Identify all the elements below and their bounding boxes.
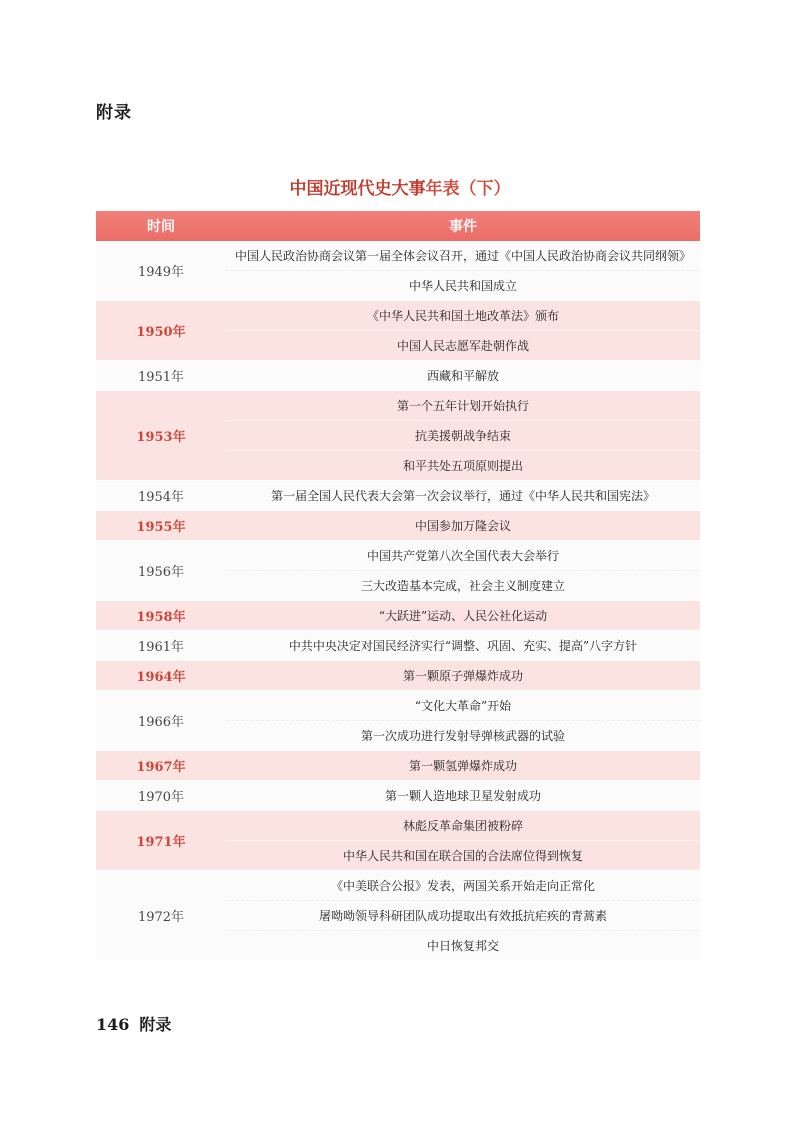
table-row — [96, 511, 700, 541]
row-events — [226, 781, 700, 810]
table-row — [96, 691, 700, 751]
event-item: 第一颗氢弹爆炸成功 — [408, 758, 517, 773]
event-item: 中国参加万隆会议 — [414, 518, 511, 533]
table-row — [96, 871, 700, 961]
table-row — [96, 361, 700, 391]
row-year: 1967年 — [136, 760, 186, 775]
event-item: 中华人民共和国在联合国的合法席位得到恢复 — [226, 840, 700, 870]
table-title — [0, 174, 800, 199]
row-year: 1961年 — [137, 640, 185, 655]
row-year: 1954年 — [137, 490, 185, 505]
event-item: 《中华人民共和国土地改革法》颁布 — [366, 308, 559, 323]
row-events — [226, 391, 700, 480]
event-item: 中国共产党第八次全国代表大会举行 — [366, 548, 559, 563]
event-item: 中国人民志愿军赴朝作战 — [226, 330, 700, 360]
event-item: 和平共处五项原则提出 — [226, 450, 700, 480]
row-year: 1958年 — [136, 610, 186, 625]
table-row — [96, 241, 700, 301]
row-events — [226, 511, 700, 540]
event-item: 第一次成功进行发射导弹核武器的试验 — [226, 720, 700, 750]
row-events — [226, 631, 700, 660]
table-row — [96, 811, 700, 871]
row-year: 1953年 — [136, 430, 186, 445]
page-number: 146 — [96, 1015, 130, 1034]
table-row — [96, 301, 700, 361]
table-title-main: 中国近现代史大事 — [289, 179, 426, 199]
row-events — [226, 301, 700, 360]
row-year: 1955年 — [136, 520, 186, 535]
table-body — [96, 241, 700, 961]
column-header-event: 事件 — [449, 219, 477, 235]
table-title-accent: 年表（下） — [425, 179, 511, 199]
row-year: 1970年 — [137, 790, 185, 805]
event-item: 三大改造基本完成，社会主义制度建立 — [226, 570, 700, 600]
event-item: 中华人民共和国成立 — [226, 270, 700, 300]
event-item: “大跃进”运动、人民公社化运动 — [378, 608, 548, 623]
event-item: 第一个五年计划开始执行 — [396, 398, 529, 413]
table-row — [96, 541, 700, 601]
table-row — [96, 661, 700, 691]
event-item: 《中美联合公报》发表，两国关系开始走向正常化 — [330, 878, 595, 893]
row-events — [226, 361, 700, 390]
row-events — [226, 541, 700, 600]
footer-label: 附录 — [139, 1015, 172, 1034]
table-row — [96, 601, 700, 631]
row-events — [226, 601, 700, 630]
event-item: 第一颗人造地球卫星发射成功 — [384, 788, 541, 803]
table-row — [96, 751, 700, 781]
row-year: 1971年 — [136, 835, 186, 850]
table-row — [96, 481, 700, 511]
row-events — [226, 871, 700, 960]
event-item: 中共中央决定对国民经济实行“调整、巩固、充实、提高”八字方针 — [288, 638, 638, 653]
row-year: 1950年 — [136, 325, 186, 340]
table-row — [96, 781, 700, 811]
event-item: 第一届全国人民代表大会第一次会议举行，通过《中华人民共和国宪法》 — [270, 488, 655, 503]
row-year: 1972年 — [137, 910, 185, 925]
row-events — [226, 241, 700, 300]
row-events — [226, 811, 700, 870]
row-year: 1964年 — [136, 670, 186, 685]
event-item: “文化大革命”开始 — [414, 698, 512, 713]
event-item: 中国人民政治协商会议第一届全体会议召开，通过《中国人民政治协商会议共同纲领》 — [234, 248, 691, 263]
section-label: 附录 — [96, 103, 132, 123]
row-events — [226, 751, 700, 780]
page-footer — [96, 1012, 171, 1035]
row-events — [226, 691, 700, 750]
row-year: 1949年 — [137, 265, 185, 280]
event-item: 中日恢复邦交 — [226, 930, 700, 960]
row-year: 1956年 — [137, 565, 185, 580]
event-item: 第一颗原子弹爆炸成功 — [402, 668, 523, 683]
row-year: 1966年 — [137, 715, 185, 730]
event-item: 西藏和平解放 — [426, 368, 499, 383]
column-header-time: 时间 — [147, 219, 175, 235]
event-item: 屠呦呦领导科研团队成功提取出有效抵抗疟疾的青蒿素 — [226, 900, 700, 930]
row-events — [226, 661, 700, 690]
table-row — [96, 631, 700, 661]
table-row — [96, 391, 700, 481]
table-header — [96, 211, 700, 241]
row-year: 1951年 — [137, 370, 185, 385]
event-item: 抗美援朝战争结束 — [226, 420, 700, 450]
row-events — [226, 481, 700, 510]
chronology-table — [96, 211, 700, 961]
event-item: 林彪反革命集团被粉碎 — [402, 818, 523, 833]
